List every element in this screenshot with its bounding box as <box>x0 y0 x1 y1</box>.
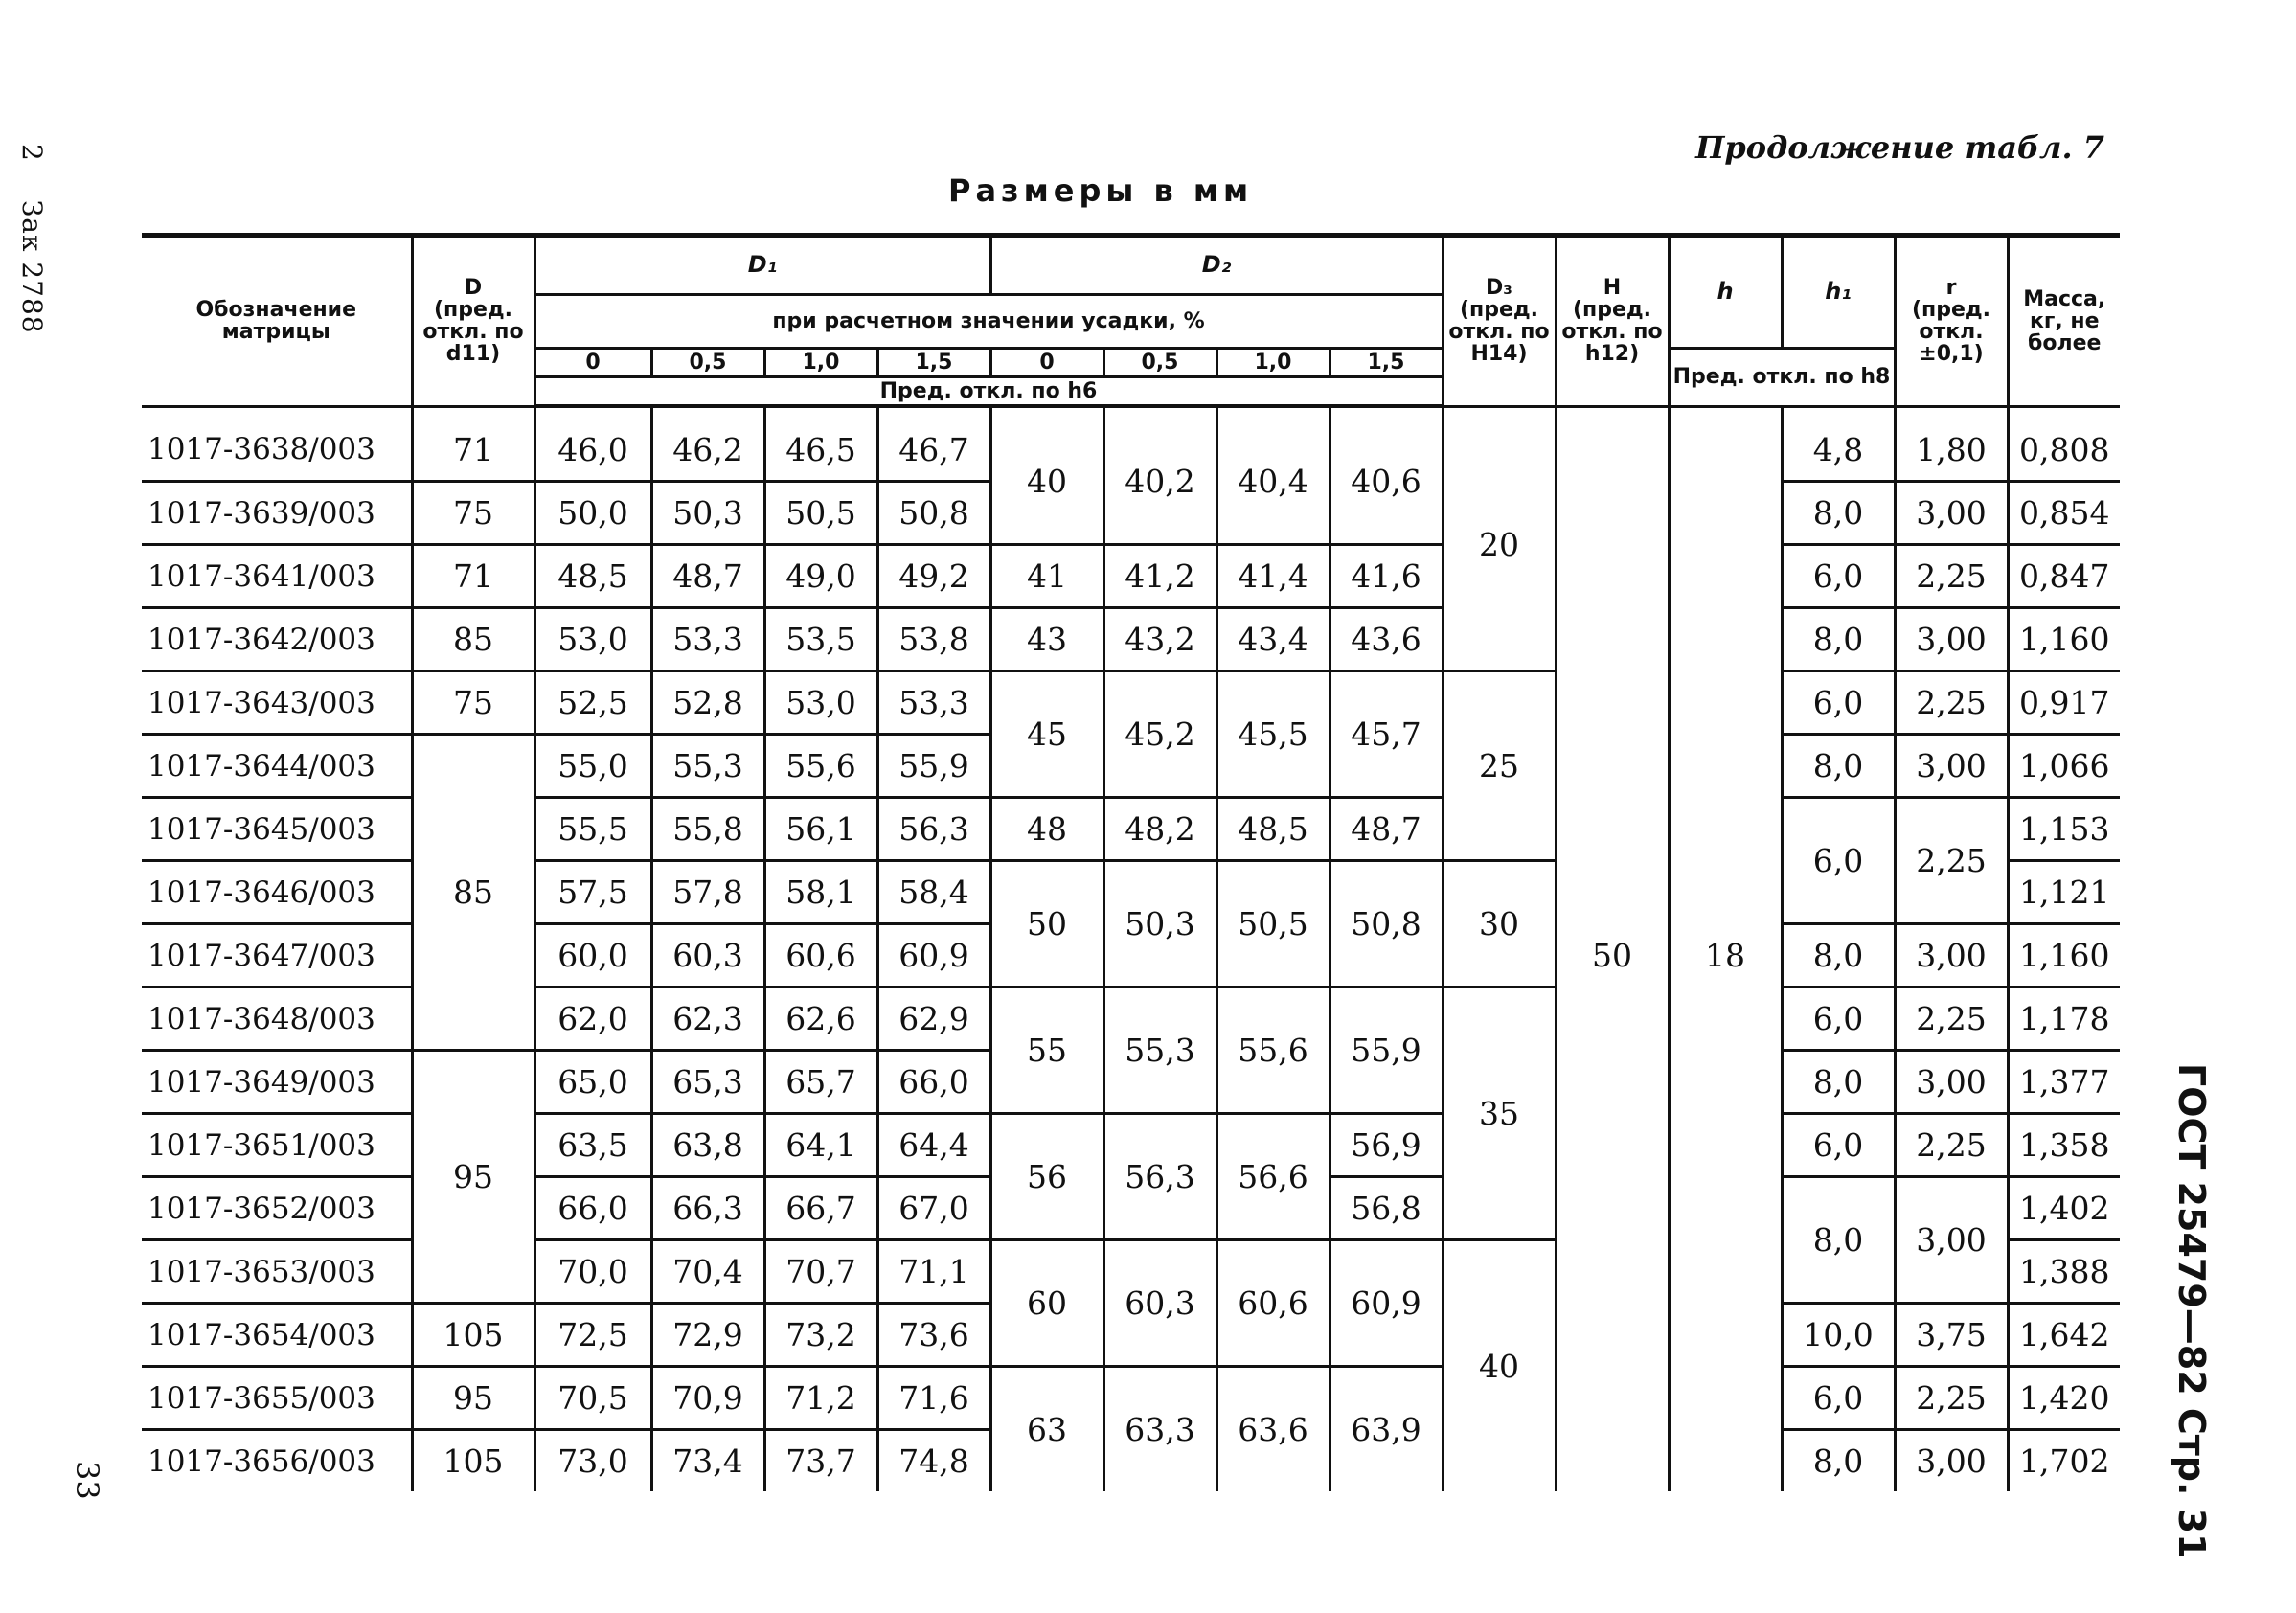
r-cell: 3,00 <box>1895 1051 2008 1114</box>
D1-cell: 53,0 <box>534 608 651 671</box>
D1-cell: 55,9 <box>877 735 990 798</box>
D2-cell: 43,4 <box>1216 608 1330 671</box>
D1-cell: 64,1 <box>764 1114 877 1177</box>
D1-cell: 66,3 <box>651 1177 764 1240</box>
designation-cell: 1017-3651/003 <box>142 1114 412 1177</box>
D2-cell: 41,6 <box>1330 545 1443 608</box>
mass-cell: 1,153 <box>2008 798 2120 861</box>
D1-cell: 55,5 <box>534 798 651 861</box>
designation-cell: 1017-3638/003 <box>142 406 412 482</box>
col-H <box>1556 236 1669 407</box>
D2-cell: 45,7 <box>1330 671 1443 798</box>
D1-cell: 62,0 <box>534 988 651 1051</box>
shrinkage-value: 0,5 <box>1103 349 1216 377</box>
h1-cell: 8,0 <box>1782 1051 1895 1114</box>
table-row <box>142 406 2120 482</box>
col-D3 <box>1443 236 1556 407</box>
D1-cell: 70,5 <box>534 1367 651 1430</box>
D1-cell: 71,1 <box>877 1240 990 1304</box>
D3-cell: 30 <box>1443 861 1556 988</box>
D1-cell: 56,1 <box>764 798 877 861</box>
mass-cell: 1,160 <box>2008 924 2120 988</box>
shrinkage-value: 1,5 <box>877 349 990 377</box>
table-row <box>142 671 2120 735</box>
D2-cell: 43,2 <box>1103 608 1216 671</box>
mass-cell: 1,420 <box>2008 1367 2120 1430</box>
h1-cell: 4,8 <box>1782 406 1895 482</box>
col-r-tolerance: (пред. откл. ±0,1) <box>1911 298 1991 367</box>
col-r-symbol: r <box>1945 276 1957 301</box>
col-mass: Масса, кг, не более <box>2008 236 2120 407</box>
D1-cell: 46,2 <box>651 406 764 482</box>
D2-cell: 45,2 <box>1103 671 1216 798</box>
designation-cell: 1017-3648/003 <box>142 988 412 1051</box>
mass-cell: 1,702 <box>2008 1430 2120 1492</box>
r-cell: 2,25 <box>1895 798 2008 924</box>
D1-cell: 63,5 <box>534 1114 651 1177</box>
D-cell: 105 <box>412 1430 534 1492</box>
margin-standard-reference: ГОСТ 25479—82 Стр. 31 <box>2171 1063 2213 1559</box>
h1-cell: 8,0 <box>1782 735 1895 798</box>
col-D-symbol: D <box>464 276 483 301</box>
table-row <box>142 608 2120 671</box>
D1-cell: 57,8 <box>651 861 764 924</box>
D2-cell: 63,3 <box>1103 1367 1216 1492</box>
table-row <box>142 545 2120 608</box>
D1-cell: 70,9 <box>651 1367 764 1430</box>
D2-cell: 50,3 <box>1103 861 1216 988</box>
D1-cell: 70,7 <box>764 1240 877 1304</box>
D2-cell: 40,6 <box>1330 406 1443 545</box>
D2-cell: 55,3 <box>1103 988 1216 1114</box>
D2-cell: 56,9 <box>1330 1114 1443 1177</box>
D1-cell: 55,8 <box>651 798 764 861</box>
D1-cell: 53,3 <box>877 671 990 735</box>
col-H-tolerance: (пред. откл. по h12) <box>1561 298 1663 367</box>
D1-cell: 46,5 <box>764 406 877 482</box>
D1-cell: 56,3 <box>877 798 990 861</box>
r-cell: 3,00 <box>1895 608 2008 671</box>
D1-cell: 55,6 <box>764 735 877 798</box>
shrinkage-caption: при расчетном значении усадки, % <box>534 294 1443 348</box>
D1-cell: 65,7 <box>764 1051 877 1114</box>
col-D <box>412 236 534 407</box>
col-designation: Обозначение матрицы <box>142 236 412 407</box>
D-cell: 75 <box>412 671 534 735</box>
r-cell: 2,25 <box>1895 1114 2008 1177</box>
D1-cell: 53,8 <box>877 608 990 671</box>
mass-cell: 1,642 <box>2008 1304 2120 1367</box>
margin-order-number: 2Зак 2788 <box>16 144 48 334</box>
D2-cell: 55,9 <box>1330 988 1443 1114</box>
D1-cell: 53,5 <box>764 608 877 671</box>
D2-cell: 56,6 <box>1216 1114 1330 1240</box>
designation-cell: 1017-3641/003 <box>142 545 412 608</box>
D2-cell: 48,5 <box>1216 798 1330 861</box>
D2-cell: 60 <box>990 1240 1103 1367</box>
mass-cell: 1,388 <box>2008 1240 2120 1304</box>
designation-cell: 1017-3646/003 <box>142 861 412 924</box>
r-cell: 3,00 <box>1895 1177 2008 1304</box>
units-caption: Размеры в мм <box>948 172 1254 209</box>
D1-cell: 46,7 <box>877 406 990 482</box>
designation-cell: 1017-3653/003 <box>142 1240 412 1304</box>
D2-cell: 43 <box>990 608 1103 671</box>
h1-cell: 8,0 <box>1782 1177 1895 1304</box>
mass-cell: 1,377 <box>2008 1051 2120 1114</box>
D1-cell: 60,6 <box>764 924 877 988</box>
table-row <box>142 1367 2120 1430</box>
h6-tolerance-caption: Пред. откл. по h6 <box>534 377 1443 407</box>
D1-cell: 66,0 <box>534 1177 651 1240</box>
D2-cell: 41,4 <box>1216 545 1330 608</box>
D2-cell: 60,9 <box>1330 1240 1443 1367</box>
r-cell: 2,25 <box>1895 545 2008 608</box>
mass-cell: 1,121 <box>2008 861 2120 924</box>
r-cell: 3,00 <box>1895 924 2008 988</box>
D-cell: 95 <box>412 1051 534 1304</box>
designation-cell: 1017-3643/003 <box>142 671 412 735</box>
D1-cell: 64,4 <box>877 1114 990 1177</box>
r-cell: 1,80 <box>1895 406 2008 482</box>
r-cell: 2,25 <box>1895 671 2008 735</box>
h1-cell: 6,0 <box>1782 1367 1895 1430</box>
designation-cell: 1017-3652/003 <box>142 1177 412 1240</box>
D1-cell: 55,3 <box>651 735 764 798</box>
D1-cell: 50,8 <box>877 482 990 545</box>
D-cell: 75 <box>412 482 534 545</box>
D1-cell: 49,0 <box>764 545 877 608</box>
designation-cell: 1017-3639/003 <box>142 482 412 545</box>
designation-cell: 1017-3649/003 <box>142 1051 412 1114</box>
col-r <box>1895 236 2008 407</box>
D1-cell: 71,2 <box>764 1367 877 1430</box>
D2-cell: 40,4 <box>1216 406 1330 545</box>
D1-cell: 65,3 <box>651 1051 764 1114</box>
h1-cell: 6,0 <box>1782 988 1895 1051</box>
mass-cell: 0,854 <box>2008 482 2120 545</box>
D-cell: 85 <box>412 735 534 1051</box>
col-D-tolerance: (пред. откл. по d11) <box>422 298 524 367</box>
D1-cell: 65,0 <box>534 1051 651 1114</box>
D2-cell: 48 <box>990 798 1103 861</box>
D1-cell: 67,0 <box>877 1177 990 1240</box>
D1-cell: 49,2 <box>877 545 990 608</box>
D1-cell: 50,3 <box>651 482 764 545</box>
D2-cell: 55 <box>990 988 1103 1114</box>
D2-cell: 50,5 <box>1216 861 1330 988</box>
D2-cell: 48,7 <box>1330 798 1443 861</box>
designation-cell: 1017-3654/003 <box>142 1304 412 1367</box>
col-D2: D₂ <box>990 236 1443 295</box>
D1-cell: 63,8 <box>651 1114 764 1177</box>
r-cell: 3,75 <box>1895 1304 2008 1367</box>
D1-cell: 60,3 <box>651 924 764 988</box>
h1-cell: 8,0 <box>1782 608 1895 671</box>
D1-cell: 48,7 <box>651 545 764 608</box>
h1-cell: 6,0 <box>1782 545 1895 608</box>
col-h1: h₁ <box>1782 236 1895 349</box>
D1-cell: 71,6 <box>877 1367 990 1430</box>
D1-cell: 72,5 <box>534 1304 651 1367</box>
D1-cell: 62,3 <box>651 988 764 1051</box>
col-H-symbol: H <box>1603 276 1622 301</box>
D1-cell: 73,2 <box>764 1304 877 1367</box>
designation-cell: 1017-3655/003 <box>142 1367 412 1430</box>
D1-cell: 60,9 <box>877 924 990 988</box>
h1-cell: 8,0 <box>1782 482 1895 545</box>
r-cell: 2,25 <box>1895 1367 2008 1430</box>
D1-cell: 70,0 <box>534 1240 651 1304</box>
r-cell: 3,00 <box>1895 482 2008 545</box>
D2-cell: 48,2 <box>1103 798 1216 861</box>
D2-cell: 60,6 <box>1216 1240 1330 1367</box>
D1-cell: 72,9 <box>651 1304 764 1367</box>
D-cell: 71 <box>412 406 534 482</box>
D3-cell: 35 <box>1443 988 1556 1240</box>
D1-cell: 53,0 <box>764 671 877 735</box>
D2-cell: 63,9 <box>1330 1367 1443 1492</box>
mass-cell: 1,178 <box>2008 988 2120 1051</box>
h1-cell: 8,0 <box>1782 1430 1895 1492</box>
mass-cell: 1,402 <box>2008 1177 2120 1240</box>
mass-cell: 1,358 <box>2008 1114 2120 1177</box>
D2-cell: 63 <box>990 1367 1103 1492</box>
h1-cell: 6,0 <box>1782 671 1895 735</box>
D1-cell: 58,4 <box>877 861 990 924</box>
designation-cell: 1017-3644/003 <box>142 735 412 798</box>
mass-cell: 1,160 <box>2008 608 2120 671</box>
H-cell: 50 <box>1556 406 1669 1491</box>
h1-cell: 6,0 <box>1782 1114 1895 1177</box>
table-continuation-caption: Продолжение табл. 7 <box>1695 129 2104 166</box>
h1-cell: 8,0 <box>1782 924 1895 988</box>
D3-cell: 25 <box>1443 671 1556 861</box>
D1-cell: 52,8 <box>651 671 764 735</box>
D1-cell: 46,0 <box>534 406 651 482</box>
shrinkage-value: 0,5 <box>651 349 764 377</box>
h1-cell: 6,0 <box>1782 798 1895 924</box>
D2-cell: 43,6 <box>1330 608 1443 671</box>
shrinkage-value: 0 <box>534 349 651 377</box>
D-cell: 71 <box>412 545 534 608</box>
D1-cell: 73,6 <box>877 1304 990 1367</box>
D1-cell: 60,0 <box>534 924 651 988</box>
mass-cell: 0,917 <box>2008 671 2120 735</box>
h8-tolerance-caption: Пред. откл. по h8 <box>1669 349 1895 407</box>
col-D3-symbol: D₃ <box>1486 276 1512 301</box>
D-cell: 85 <box>412 608 534 671</box>
D2-cell: 56 <box>990 1114 1103 1240</box>
D2-cell: 45,5 <box>1216 671 1330 798</box>
D2-cell: 56,8 <box>1330 1177 1443 1240</box>
D3-cell: 40 <box>1443 1240 1556 1492</box>
shrinkage-value: 0 <box>990 349 1103 377</box>
D3-cell: 20 <box>1443 406 1556 671</box>
D1-cell: 66,7 <box>764 1177 877 1240</box>
D1-cell: 50,0 <box>534 482 651 545</box>
shrinkage-value: 1,0 <box>764 349 877 377</box>
col-D1: D₁ <box>534 236 990 295</box>
D2-cell: 40 <box>990 406 1103 545</box>
mass-cell: 0,808 <box>2008 406 2120 482</box>
D1-cell: 73,7 <box>764 1430 877 1492</box>
D1-cell: 74,8 <box>877 1430 990 1492</box>
D1-cell: 66,0 <box>877 1051 990 1114</box>
D1-cell: 73,4 <box>651 1430 764 1492</box>
D1-cell: 62,9 <box>877 988 990 1051</box>
shrinkage-value: 1,0 <box>1216 349 1330 377</box>
col-h: h <box>1669 236 1782 349</box>
designation-cell: 1017-3647/003 <box>142 924 412 988</box>
designation-cell: 1017-3656/003 <box>148 1443 375 1479</box>
D2-cell: 56,3 <box>1103 1114 1216 1240</box>
D1-cell: 48,5 <box>534 545 651 608</box>
D1-cell: 57,5 <box>534 861 651 924</box>
D2-cell: 63,6 <box>1216 1367 1330 1492</box>
margin-page-number: 33 <box>69 1461 105 1500</box>
designation-cell: 1017-3645/003 <box>142 798 412 861</box>
r-cell: 3,00 <box>1895 1430 2008 1492</box>
D1-cell: 73,0 <box>534 1430 651 1492</box>
D2-cell: 60,3 <box>1103 1240 1216 1367</box>
D2-cell: 55,6 <box>1216 988 1330 1114</box>
D2-cell: 50 <box>990 861 1103 988</box>
mass-cell: 1,066 <box>2008 735 2120 798</box>
dimensions-table <box>142 233 2120 1491</box>
D2-cell: 41 <box>990 545 1103 608</box>
D1-cell: 55,0 <box>534 735 651 798</box>
col-D3-tolerance: (пред. откл. по H14) <box>1448 298 1550 367</box>
D2-cell: 41,2 <box>1103 545 1216 608</box>
h1-cell: 10,0 <box>1782 1304 1895 1367</box>
D2-cell: 50,8 <box>1330 861 1443 988</box>
D1-cell: 53,3 <box>651 608 764 671</box>
D1-cell: 58,1 <box>764 861 877 924</box>
h-cell: 18 <box>1669 406 1782 1491</box>
D2-cell: 45 <box>990 671 1103 798</box>
r-cell: 3,00 <box>1895 735 2008 798</box>
D2-cell: 40,2 <box>1103 406 1216 545</box>
D1-cell: 52,5 <box>534 671 651 735</box>
shrinkage-value: 1,5 <box>1330 349 1443 377</box>
D1-cell: 62,6 <box>764 988 877 1051</box>
D1-cell: 70,4 <box>651 1240 764 1304</box>
mass-cell: 0,847 <box>2008 545 2120 608</box>
r-cell: 2,25 <box>1895 988 2008 1051</box>
designation-cell: 1017-3642/003 <box>142 608 412 671</box>
D1-cell: 50,5 <box>764 482 877 545</box>
D-cell: 105 <box>412 1304 534 1367</box>
D-cell: 95 <box>412 1367 534 1430</box>
